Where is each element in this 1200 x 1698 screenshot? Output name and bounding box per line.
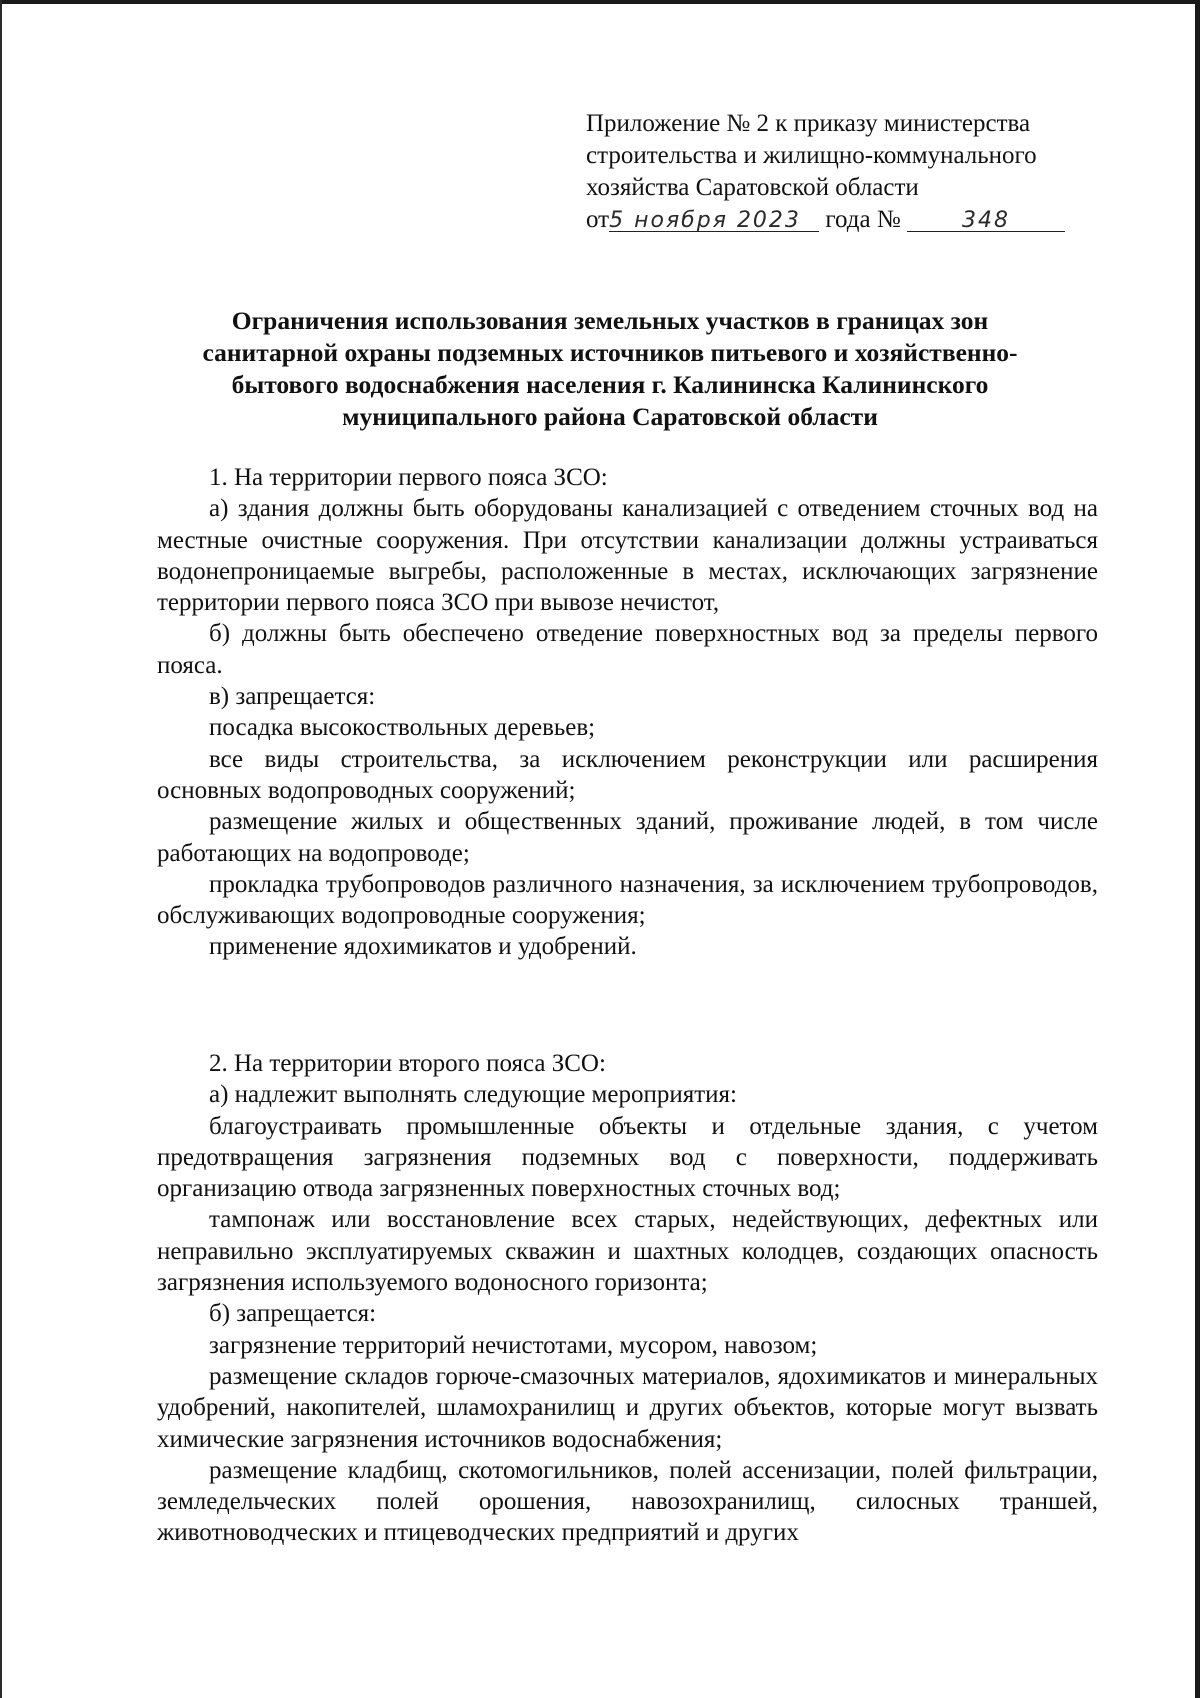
header-line-2: строительства и жилищно-коммунального: [586, 142, 1037, 169]
section-2-prohibition-2: размещение складов горюче-смазочных материалов, ядохимикатов и минеральных удобрений, накопителей, шламохранилищ и других объектов, которые могут вызвать химические загрязнения источников водоснабжения;: [157, 1362, 1098, 1453]
section-2-measure-2: тампонаж или восстановление всех старых, недействующих, дефектных или неправильно эксплуатируемых скважин и шахтных колодцев, создающих опасность загрязнения используемого водоносного горизонта;: [157, 1206, 1098, 1297]
year-number-label: года №: [825, 206, 901, 233]
section-2-prohibition-1: загрязнение территорий нечистотами, мусором, навозом;: [209, 1331, 818, 1359]
header-line-3: хозяйства Саратовской области: [586, 174, 919, 201]
date-prefix: от: [586, 206, 610, 233]
section-2-item-a: а) надлежит выполнять следующие мероприятия:: [209, 1081, 737, 1109]
handwritten-order-number: 348: [907, 205, 1065, 232]
scan-edge-right: [1195, 0, 1200, 1698]
section-1-prohibition-5: применение ядохимикатов и удобрений.: [209, 933, 637, 961]
document-title: [150, 305, 1070, 433]
title-line-3: бытового водоснабжения населения г. Калининска Калининского: [231, 370, 989, 399]
section-1-prohibition-2: все виды строительства, за исключением реконструкции или расширения основных водопроводных сооружений;: [157, 745, 1098, 804]
section-2: [157, 1048, 1098, 1549]
section-1-item-b: б) должны быть обеспечено отведение поверхностных вод за пределы первого пояса.: [157, 620, 1098, 679]
section-1-prohibition-1: посадка высокоствольных деревьев;: [209, 714, 596, 742]
section-2-item-b: б) запрещается:: [209, 1300, 377, 1328]
title-line-4: муниципального района Саратовской области: [342, 402, 878, 431]
section-1-heading: 1. На территории первого пояса ЗСО:: [209, 464, 608, 491]
appendix-header: [586, 108, 1106, 238]
section-2-heading: 2. На территории второго пояса ЗСО:: [209, 1050, 606, 1077]
scan-edge-top: [0, 0, 1200, 4]
title-line-2: санитарной охраны подземных источников питьевого и хозяйственно-: [202, 338, 1018, 367]
section-1: [157, 462, 1098, 963]
scan-edge-left: [0, 0, 2, 1698]
section-1-prohibition-4: прокладка трубопроводов различного назначения, за исключением трубопроводов, обслуживающих водопроводные сооружения;: [157, 870, 1098, 930]
header-line-1: Приложение № 2 к приказу министерства: [586, 110, 1031, 137]
section-2-measure-1: благоустраивать промышленные объекты и отдельные здания, с учетом предотвращения загрязнения подземных вод с поверхности, поддерживать организацию отвода загрязненных поверхностных сточных вод;: [157, 1112, 1098, 1203]
section-1-item-a: а) здания должны быть оборудованы канализацией с отведением сточных вод на местные очистные сооружения. При отсутствии канализации должны устраиваться водонепроницаемые выгребы, расположенные в местах, исключающих загрязнение территории первого пояса ЗСО при вывозе нечистот,: [157, 495, 1098, 617]
section-1-prohibition-3: размещение жилых и общественных зданий, проживание людей, в том числе работающих на водопроводе;: [157, 808, 1098, 867]
order-date-number-line: [586, 204, 1106, 238]
section-1-item-c: в) запрещается:: [209, 683, 376, 711]
section-2-prohibition-3: размещение кладбищ, скотомогильников, полей ассенизации, полей фильтрации, земледельческих полей орошения, навозохранилищ, силосных траншей, животноводческих и птицеводческих предприятий и других: [157, 1456, 1098, 1547]
handwritten-date: 5 ноября 2023: [609, 205, 819, 232]
title-line-1: Ограничения использования земельных участков в границах зон: [231, 306, 989, 335]
